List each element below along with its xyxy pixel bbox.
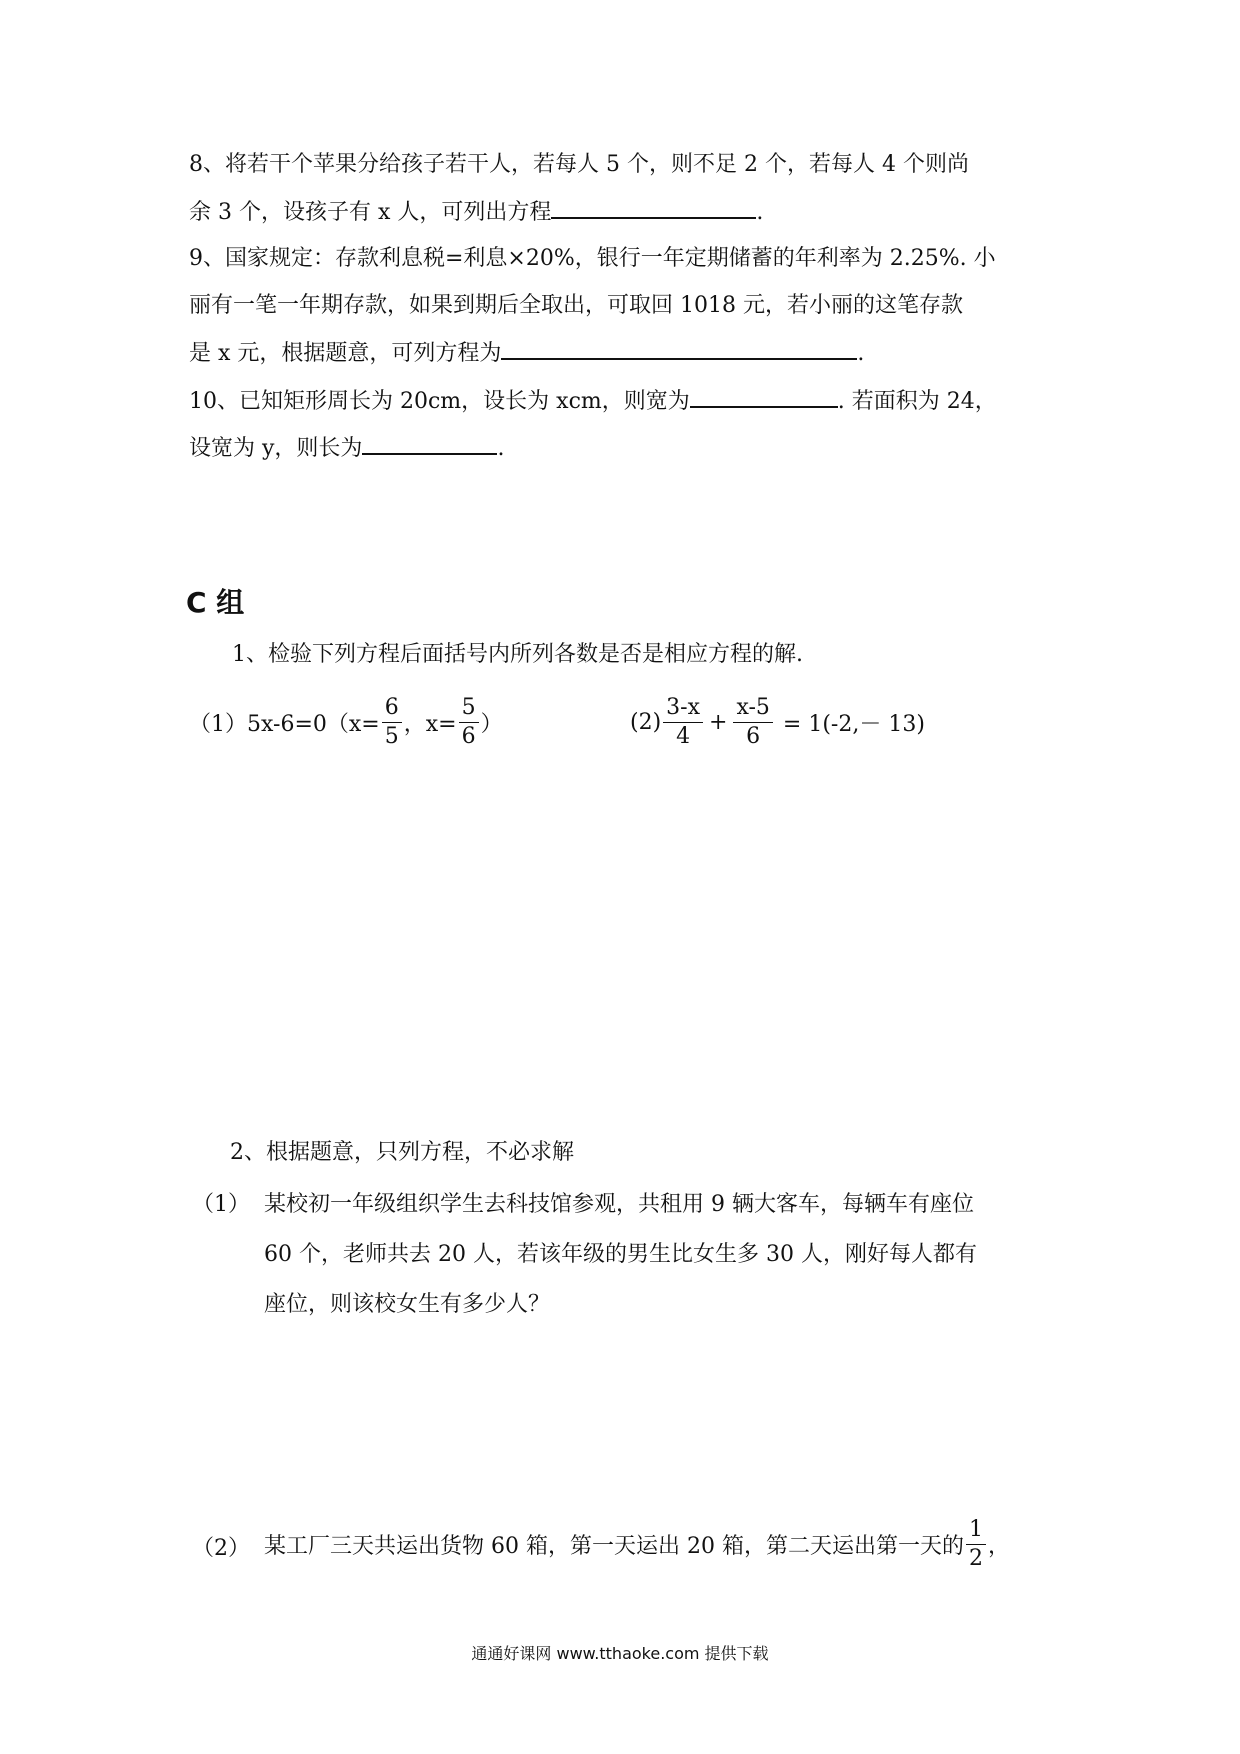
c1-eq1-f2-denominator: 6 bbox=[461, 724, 476, 749]
c1-eq2-f2-numerator: x-5 bbox=[733, 694, 772, 723]
c1-eq1-fraction-2 bbox=[459, 694, 479, 751]
c1-eq1-fraction-1 bbox=[382, 694, 402, 751]
c1-eq1-f2-numerator: 5 bbox=[459, 694, 479, 723]
c1-eq1-f1-denominator: 5 bbox=[384, 724, 399, 749]
q9-line3-end: . bbox=[857, 341, 865, 366]
q8-line2 bbox=[189, 197, 763, 228]
c2-p1-line1: 某校初一年级组织学生去科技馆参观，共租用 9 辆大客车，每辆车有座位 bbox=[264, 1192, 974, 1217]
c2-prompt: 2、根据题意，只列方程，不必求解 bbox=[230, 1140, 574, 1165]
q8-line2-end: . bbox=[756, 200, 764, 225]
q10-line1-text: 10、已知矩形周长为 20cm，设长为 xcm，则宽为 bbox=[189, 389, 690, 414]
c1-eq2-prefix: (2) bbox=[630, 710, 662, 735]
q9-line3-text: 是 x 元，根据题意，可列方程为 bbox=[189, 341, 502, 366]
q8-line2-text: 余 3 个，设孩子有 x 人，可列出方程 bbox=[189, 200, 552, 225]
q9-line1: 9、国家规定：存款利息税=利息×20%，银行一年定期储蓄的年利率为 2.25%. 小 bbox=[189, 246, 996, 271]
q10-width-blank[interactable] bbox=[690, 386, 838, 408]
c1-eq1-separator: ，x= bbox=[403, 712, 457, 737]
c2-p2-label: （2） bbox=[192, 1536, 250, 1561]
c1-eq2-suffix: = 1(-2,－ 13) bbox=[782, 712, 925, 737]
c2-p2-comma: ， bbox=[987, 1534, 1010, 1559]
page-footer: 通通好课网 www.tthaoke.com 提供下载 bbox=[471, 1644, 769, 1663]
c2-p2-line1 bbox=[264, 1516, 1010, 1573]
c1-eq1-suffix: ） bbox=[480, 712, 503, 737]
c2-p1-line2: 60 个，老师共去 20 人，若该年级的男生比女生多 30 人，刚好每人都有 bbox=[264, 1242, 977, 1267]
q10-line2 bbox=[189, 433, 504, 464]
q10-line1 bbox=[189, 386, 997, 417]
c1-eq2-f1-numerator: 3-x bbox=[663, 694, 703, 723]
c1-eq1-prefix: （1）5x-6=0（x= bbox=[189, 712, 380, 737]
q10-line2-end: . bbox=[497, 436, 505, 461]
c2-p1-line3: 座位，则该校女生有多少人？ bbox=[264, 1292, 551, 1317]
q9-answer-blank[interactable] bbox=[501, 338, 857, 360]
c1-eq2-fraction-1 bbox=[663, 694, 703, 751]
q8-line1: 8、将若干个苹果分给孩子若干人，若每人 5 个，则不足 2 个，若每人 4 个则尚 bbox=[189, 152, 969, 177]
c2-p2-denominator: 2 bbox=[968, 1546, 983, 1571]
c1-equation-2 bbox=[630, 694, 925, 751]
c2-p2-text: 某工厂三天共运出货物 60 箱，第一天运出 20 箱，第二天运出第一天的 bbox=[264, 1534, 964, 1559]
c1-eq2-f2-denominator: 6 bbox=[746, 724, 761, 749]
c2-p1-label: （1） bbox=[192, 1192, 250, 1217]
c1-equation-1 bbox=[189, 694, 503, 751]
q9-line2: 丽有一笔一年期存款，如果到期后全取出，可取回 1018 元，若小丽的这笔存款 bbox=[189, 293, 963, 318]
q10-line1-end: . 若面积为 24， bbox=[837, 389, 997, 414]
c1-prompt: 1、检验下列方程后面括号内所列各数是否是相应方程的解. bbox=[232, 642, 803, 667]
c2-p2-numerator: 1 bbox=[966, 1516, 986, 1545]
q10-line2-text: 设宽为 y，则长为 bbox=[189, 436, 363, 461]
q10-length-blank[interactable] bbox=[362, 433, 497, 455]
c1-eq1-f1-numerator: 6 bbox=[382, 694, 402, 723]
c2-p2-fraction bbox=[966, 1516, 986, 1573]
c1-eq2-f1-denominator: 4 bbox=[676, 724, 691, 749]
q9-line3 bbox=[189, 338, 864, 369]
section-c-heading: C 组 bbox=[186, 586, 245, 619]
q8-answer-blank[interactable] bbox=[551, 197, 756, 219]
c1-eq2-fraction-2 bbox=[733, 694, 772, 751]
c1-eq2-plus: + bbox=[709, 710, 728, 735]
